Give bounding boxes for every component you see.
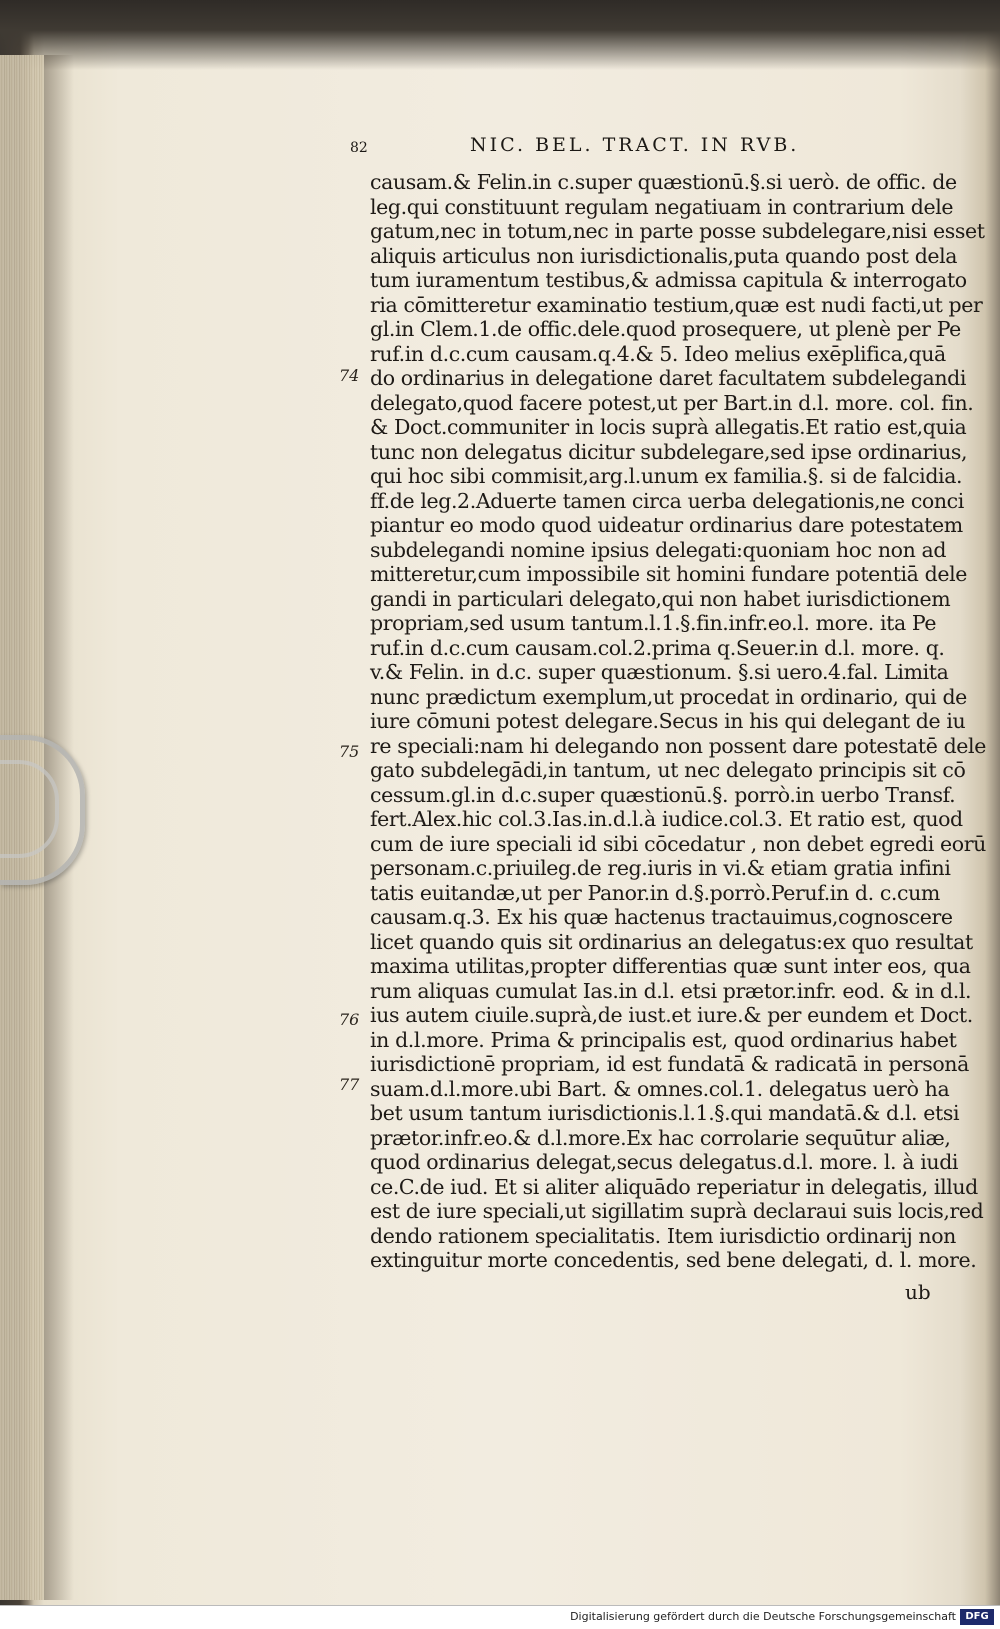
text-line: gatum,nec in totum,nec in parte posse subdelegare,nisi esset bbox=[370, 219, 985, 243]
text-line: causam.q.3. Ex his quæ hactenus tractauimus,cognoscere bbox=[370, 905, 953, 929]
text-line: licet quando quis sit ordinarius an delegatus:ex quo resultat bbox=[370, 929, 973, 954]
text-line: ruf.in d.c.cum causam.col.2.prima q.Seuer.in d.l. more. q. bbox=[370, 635, 945, 660]
catchword: ub bbox=[905, 1280, 931, 1304]
margin-number: 75 bbox=[339, 742, 360, 761]
text-line: ce.C.de iud. Et si aliter aliquādo reperiatur in delegatis, illud bbox=[370, 1174, 978, 1199]
text-line: qui hoc sibi commisit,arg.l.unum ex familia.§. si de falcidia. bbox=[370, 464, 963, 488]
text-line: suam.d.l.more.ubi Bart. & omnes.col.1. delegatus uerò ha bbox=[370, 1076, 950, 1101]
text-line: est de iure speciali,ut sigillatim suprà declaraui suis locis,red bbox=[370, 1199, 984, 1223]
text-line: quod ordinarius delegat,secus delegatus.d.l. more. l. à iudi bbox=[370, 1150, 959, 1174]
text-block bbox=[370, 170, 986, 1273]
dfg-logo-icon: DFG bbox=[960, 1609, 994, 1625]
text-line: causam.& Felin.in c.super quæstionū.§.si uerò. de offic. de bbox=[370, 170, 957, 194]
text-line: cum de iure speciali id sibi cōcedatur , non debet egredi eorū bbox=[370, 831, 986, 856]
text-line: re speciali:nam hi delegando non possent dare potestatē dele bbox=[370, 733, 986, 758]
text-line: ff.de leg.2.Aduerte tamen circa uerba delegationis,ne conci bbox=[370, 488, 964, 513]
text-line: fert.Alex.hic col.3.Ias.in.d.l.à iudice.col.3. Et ratio est, quod bbox=[370, 807, 963, 831]
text-line: ruf.in d.c.cum causam.q.4.& 5. Ideo melius exēplifica,quā bbox=[370, 341, 946, 366]
text-line: mitteretur,cum impossibile sit homini fundare potentiā dele bbox=[370, 562, 967, 586]
text-line: dendo rationem specialitatis. Item iurisdictio ordinarij non bbox=[370, 1223, 956, 1248]
text-line: v.& Felin. in d.c. super quæstionum. §.si uero.4.fal. Limita bbox=[370, 660, 949, 684]
text-line: tum iuramentum testibus,& admissa capitula & interrogato bbox=[370, 268, 967, 292]
text-line: delegato,quod facere potest,ut per Bart.in d.l. more. col. fin. bbox=[370, 390, 974, 415]
text-line: gato subdelegādi,in tantum, ut nec delegato principis sit cō bbox=[370, 758, 966, 782]
margin-number: 74 bbox=[339, 366, 360, 385]
margin-number: 77 bbox=[339, 1075, 360, 1094]
text-line: maxima utilitas,propter differentias quæ sunt inter eos, qua bbox=[370, 954, 971, 978]
text-line: in d.l.more. Prima & principalis est, quod ordinarius habet bbox=[370, 1027, 957, 1052]
text-line: personam.c.priuileg.de reg.iuris in vi.& etiam gratia infini bbox=[370, 856, 951, 880]
text-line: iurisdictionē propriam, id est fundatā & radicatā in personā bbox=[370, 1052, 969, 1076]
footer-bar bbox=[0, 1605, 1000, 1629]
text-line: aliquis articulus non iurisdictionalis,puta quando post dela bbox=[370, 243, 958, 268]
scan-top-shadow bbox=[0, 0, 1000, 70]
text-line: tatis euitandæ,ut per Panor.in d.§.porrò.Peruf.in d. c.cum bbox=[370, 880, 940, 905]
text-line: bet usum tantum iurisdictionis.l.1.§.qui mandatā.& d.l. etsi bbox=[370, 1101, 960, 1125]
text-line: piantur eo modo quod uideatur ordinarius dare potestatem bbox=[370, 513, 963, 537]
text-line: do ordinarius in delegatione daret facultatem subdelegandi bbox=[370, 366, 967, 390]
text-line: gl.in Clem.1.de offic.dele.quod prosequere, ut plenè per Pe bbox=[370, 317, 961, 341]
text-line: iure cōmuni potest delegare.Secus in his qui delegant de iu bbox=[370, 709, 966, 733]
text-line: ius autem ciuile.suprà,de iust.et iure.& per eundem et Doct. bbox=[370, 1003, 973, 1027]
running-title: NIC. BEL. TRACT. IN RVB. bbox=[470, 134, 800, 156]
text-line: cessum.gl.in d.c.super quæstionū.§. porrò.in uerbo Transf. bbox=[370, 782, 956, 807]
text-line: ria cōmitteretur examinatio testium,quæ est nudi facti,ut per bbox=[370, 292, 983, 317]
text-line: propriam,sed usum tantum.l.1.§.fin.infr.eo.l. more. ita Pe bbox=[370, 611, 937, 635]
margin-number: 76 bbox=[339, 1010, 360, 1029]
text-line: tunc non delegatus dicitur subdelegare,sed ipse ordinarius, bbox=[370, 439, 968, 464]
footer-credit: Digitalisierung gefördert durch die Deutsche Forschungsgemeinschaft bbox=[570, 1610, 956, 1623]
text-line: gandi in particulari delegato,qui non habet iurisdictionem bbox=[370, 586, 951, 611]
text-line: subdelegandi nomine ipsius delegati:quoniam hoc non ad bbox=[370, 537, 947, 562]
text-line: extinguitur morte concedentis, sed bene delegati, d. l. more. bbox=[370, 1248, 977, 1272]
text-line: prætor.infr.eo.& d.l.more.Ex hac corrolarie sequūtur aliæ, bbox=[370, 1125, 951, 1150]
text-line: nunc prædictum exemplum,ut procedat in ordinario, qui de bbox=[370, 684, 967, 709]
text-line: leg.qui constituunt regulam negatiuam in contrarium dele bbox=[370, 194, 954, 219]
folio-number: 82 bbox=[350, 140, 368, 156]
text-line: & Doct.communiter in locis suprà allegatis.Et ratio est,quia bbox=[370, 415, 967, 439]
running-head bbox=[350, 134, 950, 164]
text-line: rum aliquas cumulat Ias.in d.l. etsi prætor.infr. eod. & in d.l. bbox=[370, 978, 972, 1003]
